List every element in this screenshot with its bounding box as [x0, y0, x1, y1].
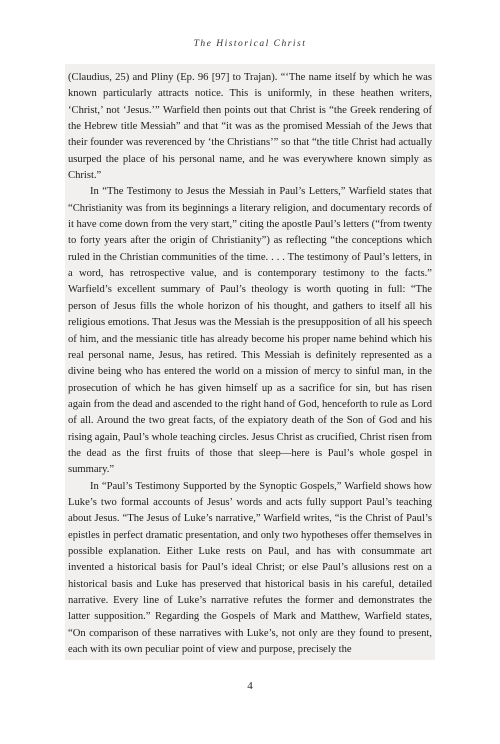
paragraph-1: (Claudius, 25) and Pliny (Ep. 96 [97] to Trajan). “‘The name itself by which he was known particularly attracts notice. This is uniformly, in these heathen writers, ‘Christ,’ not ‘Jesus.’” Warfield then points out that Christ is “the Greek rendering of the Hebrew title Messiah” and that “it was as the promised Messiah of the Jews that their founder was reverenced by ‘the Christians’” so that “the title Christ had actually usurped the place of his personal name, and he was everywhere known simply as Christ.”	[68, 72, 432, 182]
body-text	[65, 64, 435, 660]
paragraph-3: In “Paul’s Testimony Supported by the Synoptic Gospels,” Warfield shows how Luke’s two formal accounts of Jesus’ words and acts fully support Paul’s teaching about Jesus. “The Jesus of Luke’s narrative,” Warfield writes, “is the Christ of Paul’s epistles in perfect dramatic presentation, and only two hypotheses offer themselves in possible explanation. Either Luke rests on Paul, and has with consummate art invented a historical basis for Paul’s ideal Christ; or else Paul’s allusions rest on a historical basis and Luke has preserved that historical basis in his careful, detailed narrative. Every line of Luke’s narrative refutes the former and demonstrates the latter supposition.” Regarding the Gospels of Mark and Matthew, Warfield states, “On comparison of these narratives with Luke’s, not only are they found to present, each with its own peculiar point of view and purpose, precisely the	[68, 480, 432, 656]
page-number: 4	[247, 680, 253, 692]
paragraph-2: In “The Testimony to Jesus the Messiah in Paul’s Letters,” Warfield states that “Christianity was from its beginnings a literary religion, and documentary records of it have come down from the very start,” citing the apostle Paul’s letters (“from twenty to forty years after the origin of Christianity”) as reflecting “the conceptions which ruled in the Christian communities of the time. . . . The testimony of Paul’s letters, in a word, has retrospective value, and is contemporary testimony to the facts.” Warfield’s excellent summary of Paul’s theology is worth quoting in full: “The person of Jesus fills the whole horizon of his thought, and gathers to itself all his religious emotions. That Jesus was the Messiah is the presupposition of all his speech of him, and the messianic title has already become his proper name behind which his real personal name, Jesus, has retired. This Messiah is definitely represented as a divine being who has entered the world on a mission of mercy to sinful man, in the prosecution of which he has given himself up as a sacrifice for sin, but has risen again from the dead and ascended to the right hand of God, henceforth to rule as Lord of all. Around the two great facts, of the expiatory death of the Son of God and his rising again, Paul’s whole teaching circles. Jesus Christ as crucified, Christ risen from the dead as the first fruits of those that sleep—here is Paul’s whole gospel in summary.”	[68, 186, 432, 476]
running-head: The Historical Christ	[193, 39, 307, 49]
